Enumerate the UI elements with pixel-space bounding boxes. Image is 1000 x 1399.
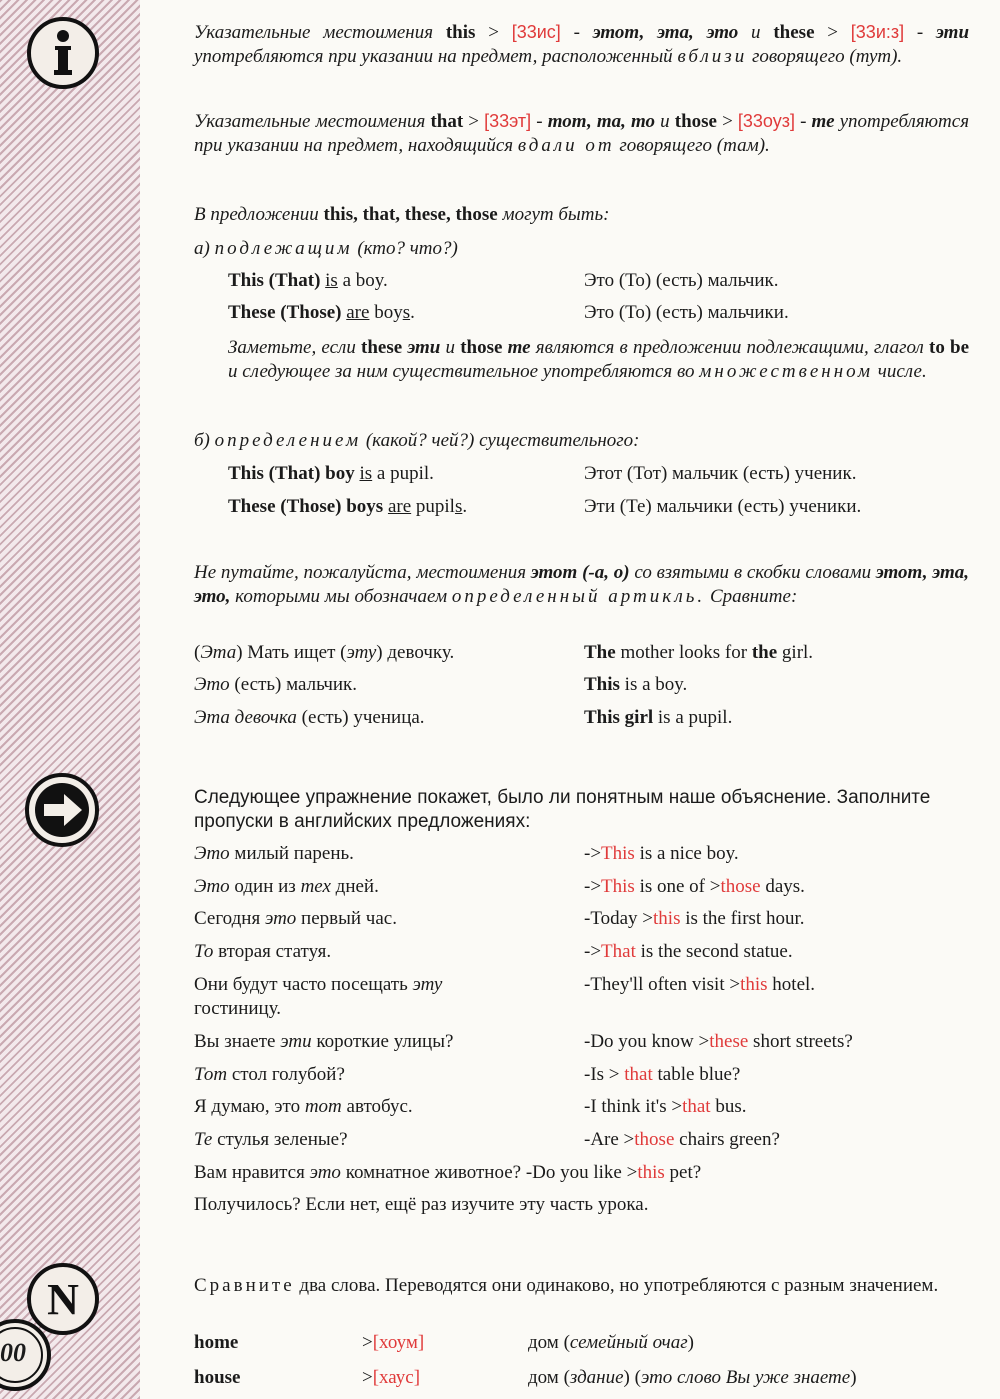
- exercise-row: Это милый парень. ->This is a nice boy.: [194, 843, 739, 864]
- exercise-row-continuation: гостиницу.: [194, 998, 282, 1019]
- exercise-row: Это один из тех дней. ->This is one of >those days.: [194, 876, 805, 897]
- info-icon: [26, 16, 100, 90]
- exercise-row: Вы знаете эти короткие улицы? -Do you know >these short streets?: [194, 1031, 853, 1052]
- subsection-a: а) подлежащим (кто? что?): [194, 238, 458, 259]
- transcription: [33и:з]: [850, 22, 905, 42]
- compare-row: Это (есть) мальчик. This is a boy.: [194, 674, 688, 695]
- exercise-row: Те стулья зеленые? -Are >those chairs green?: [194, 1129, 780, 1150]
- exercise-row: Вам нравится это комнатное животное? -Do you like >this pet?: [194, 1162, 702, 1183]
- exercise-row: То вторая статуя. ->That is the second statue.: [194, 941, 793, 962]
- compare-row: (Эта) Мать ищет (эту) девочку. The mother looks for the girl.: [194, 642, 814, 663]
- arrow-right-icon: [24, 772, 100, 848]
- example-row: This (That) is a boy. Это (То) (есть) мальчик.: [228, 270, 779, 291]
- word-row: house >[хаус] дом (здание) (это слово Вы уже знаете): [194, 1367, 857, 1388]
- transcription: [33ис]: [511, 22, 561, 42]
- exercise-outro: Получилось? Если нет, ещё раз изучите эту часть урока.: [194, 1194, 649, 1215]
- paragraph-article: Не путайте, пожалуйста, местоимения этот (-а, о) со взятыми в скобки словами этот, эта, это, которыми мы обозначаем определенный артикль. Сравните:: [194, 562, 969, 607]
- decorative-margin-stripe: [0, 0, 140, 1399]
- transcription: [33эт]: [484, 111, 532, 131]
- exercise-row: Я думаю, это тот автобус. -I think it's >that bus.: [194, 1096, 747, 1117]
- example-row: These (Those) boys are pupils. Эти (Те) мальчики (есть) ученики.: [228, 496, 862, 517]
- exercise-row: Они будут часто посещать эту -They'll often visit >this hotel.: [194, 974, 816, 995]
- exercise-row: Сегодня это первый час. -Today >this is the first hour.: [194, 908, 805, 929]
- page-number-badge: [0, 1318, 52, 1392]
- paragraph-this-these: Указательные местоимения this > [33ис] - этот, эта, это и these > [33и:з] - эти употребляются при указании на предмет, расположенный вблизи говорящего (тут).: [194, 22, 970, 67]
- compare-row: Эта девочка (есть) ученица. This girl is a pupil.: [194, 707, 733, 728]
- paragraph-roles: В предложении this, that, these, those могут быть:: [194, 204, 610, 225]
- paragraph-that-those: Указательные местоимения that > [33эт] - тот, та, то и those > [33оуз] - те употребляются при указании на предмет, находящийся вдали от говорящего (там).: [194, 111, 970, 156]
- exercise-row: Тот стол голубой? -Is > that table blue?: [194, 1064, 741, 1085]
- subsection-b: б) определением (какой? чей?) существительного:: [194, 430, 640, 451]
- transcription: [33оуз]: [737, 111, 795, 131]
- example-row: These (Those) are boys. Это (То) (есть) мальчики.: [228, 302, 789, 323]
- page-number: 00: [0, 1338, 26, 1367]
- word-row: home >[хоум] дом (семейный очаг): [194, 1332, 694, 1353]
- exercise-intro: Следующее упражнение покажет, было ли понятным наше объяснение. Заполните пропуски в английских предложениях:: [194, 787, 931, 832]
- example-row: This (That) boy is a pupil. Этот (Тот) мальчик (есть) ученик.: [228, 463, 857, 484]
- note-paragraph: Заметьте, если these эти и those те являются в предложении подлежащими, глагол to be и следующее за ним существительное употребляются во множественном числе.: [228, 337, 970, 382]
- svg-text:N: N: [47, 1275, 79, 1324]
- compare-words-intro: Сравните два слова. Переводятся они одинаково, но употребляются с разным значением.: [194, 1275, 939, 1296]
